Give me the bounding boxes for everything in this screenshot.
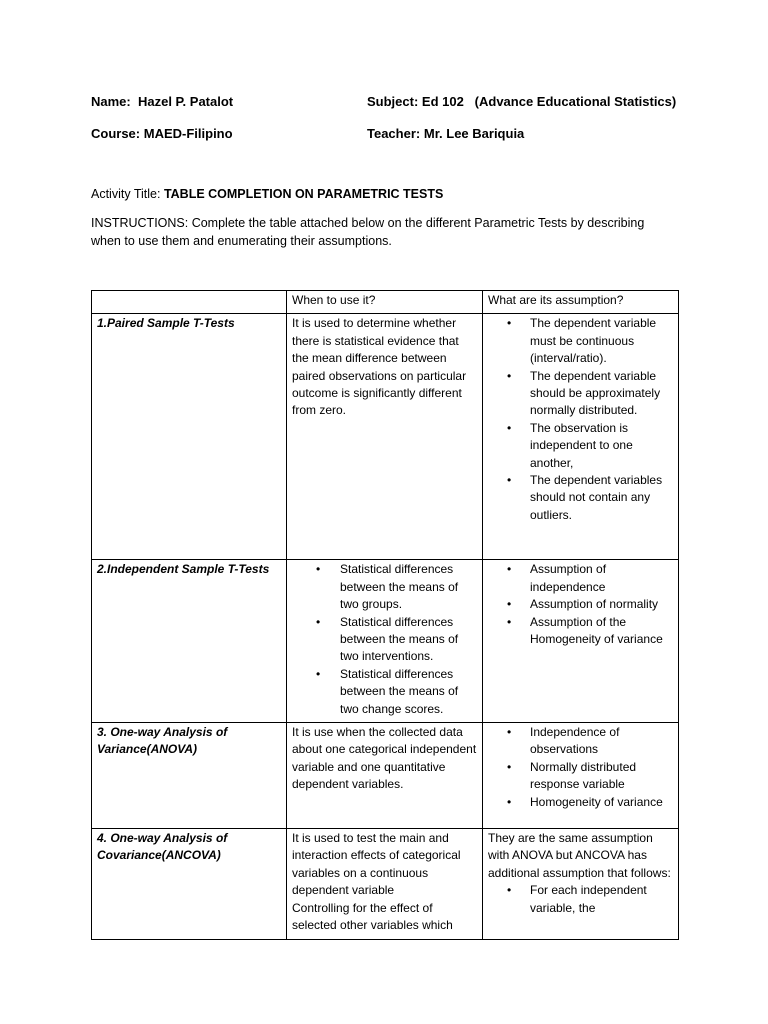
assumptions-cell <box>483 829 679 939</box>
header-cell-when: When to use it? <box>287 291 483 314</box>
name-line <box>91 94 233 109</box>
table-row <box>92 560 679 723</box>
list-item: • For each independent variable, the <box>530 882 673 917</box>
list-item: • The dependent variables should not contain any outliers. <box>530 472 673 524</box>
test-name-cell: 2.Independent Sample T-Tests <box>92 560 287 723</box>
list-item: • Statistical differences between the means of two change scores. <box>340 666 477 718</box>
list-item: • Statistical differences between the means of two groups. <box>340 561 477 613</box>
table-header-row <box>92 291 679 314</box>
when-list <box>292 561 477 718</box>
table-row <box>92 829 679 939</box>
list-item: • The observation is independent to one another, <box>530 420 673 472</box>
assumptions-list <box>488 315 673 524</box>
table-row <box>92 314 679 560</box>
name-value: Hazel P. Patalot <box>137 94 234 109</box>
instructions-text-2: when to use them and enumerating their assumptions. <box>91 234 392 248</box>
when-text-1: It is used to test the main and interaction effects of categorical variables on a continuous dependent variable <box>292 831 461 898</box>
assumptions-cell <box>483 723 679 829</box>
assumptions-list <box>488 561 673 648</box>
when-text-2: Controlling for the effect of selected other variables which <box>292 900 453 933</box>
name-label: Name: <box>91 94 131 109</box>
assumptions-cell <box>483 560 679 723</box>
activity-title-text: TABLE COMPLETION ON PARAMETRIC TESTS <box>163 187 444 201</box>
test-name-cell: 4. One-way Analysis of Covariance(ANCOVA) <box>92 829 287 939</box>
activity-title <box>91 185 681 203</box>
list-item: • The dependent variable should be approximately normally distributed. <box>530 368 673 420</box>
teacher-label: Teacher: <box>367 126 421 141</box>
when-cell <box>287 560 483 723</box>
instructions-label: INSTRUCTIONS: <box>91 216 192 230</box>
course-label: Course: <box>91 126 141 141</box>
parametric-tests-table <box>91 290 679 940</box>
header-cell-assumption: What are its assumption? <box>483 291 679 314</box>
list-item: • Independence of observations <box>530 724 673 759</box>
when-cell: It is used to determine whether there is statistical evidence that the mean difference between paired observations on particular outcome is significantly different from zero. <box>287 314 483 560</box>
assumptions-cell <box>483 314 679 560</box>
instructions <box>91 214 681 250</box>
when-cell <box>287 829 483 939</box>
test-name-cell: 1.Paired Sample T-Tests <box>92 314 287 560</box>
header-cell-test <box>92 291 287 314</box>
list-item: • Statistical differences between the means of two interventions. <box>340 614 477 666</box>
list-item: • Homogeneity of variance <box>530 794 673 811</box>
table-row <box>92 723 679 829</box>
test-name-cell: 3. One-way Analysis of Variance(ANOVA) <box>92 723 287 829</box>
instructions-text-1: Complete the table attached below on the different Parametric Tests by describing <box>191 216 645 230</box>
subject-value: Ed 102 (Advance Educational Statistics) <box>421 94 677 109</box>
list-item: • Assumption of independence <box>530 561 673 596</box>
teacher-line <box>367 126 524 141</box>
course-line <box>91 126 233 141</box>
subject-line <box>367 94 676 109</box>
assumption-intro: They are the same assumption with ANOVA but ANCOVA has additional assumption that follows: <box>488 831 671 880</box>
list-item: • Assumption of the Homogeneity of variance <box>530 614 673 649</box>
teacher-value: Mr. Lee Bariquia <box>423 126 525 141</box>
instructions-line-1 <box>91 214 681 232</box>
list-item: • Normally distributed response variable <box>530 759 673 794</box>
subject-label: Subject: <box>367 94 419 109</box>
assumptions-list <box>488 882 673 917</box>
when-cell: It is use when the collected data about one categorical independent variable and one quantitative dependent variables. <box>287 723 483 829</box>
course-value: MAED-Filipino <box>143 126 233 141</box>
list-item: • The dependent variable must be continuous (interval/ratio). <box>530 315 673 367</box>
assumptions-list <box>488 724 673 811</box>
list-item: • Assumption of normality <box>530 596 673 613</box>
activity-label: Activity Title: <box>91 187 164 201</box>
